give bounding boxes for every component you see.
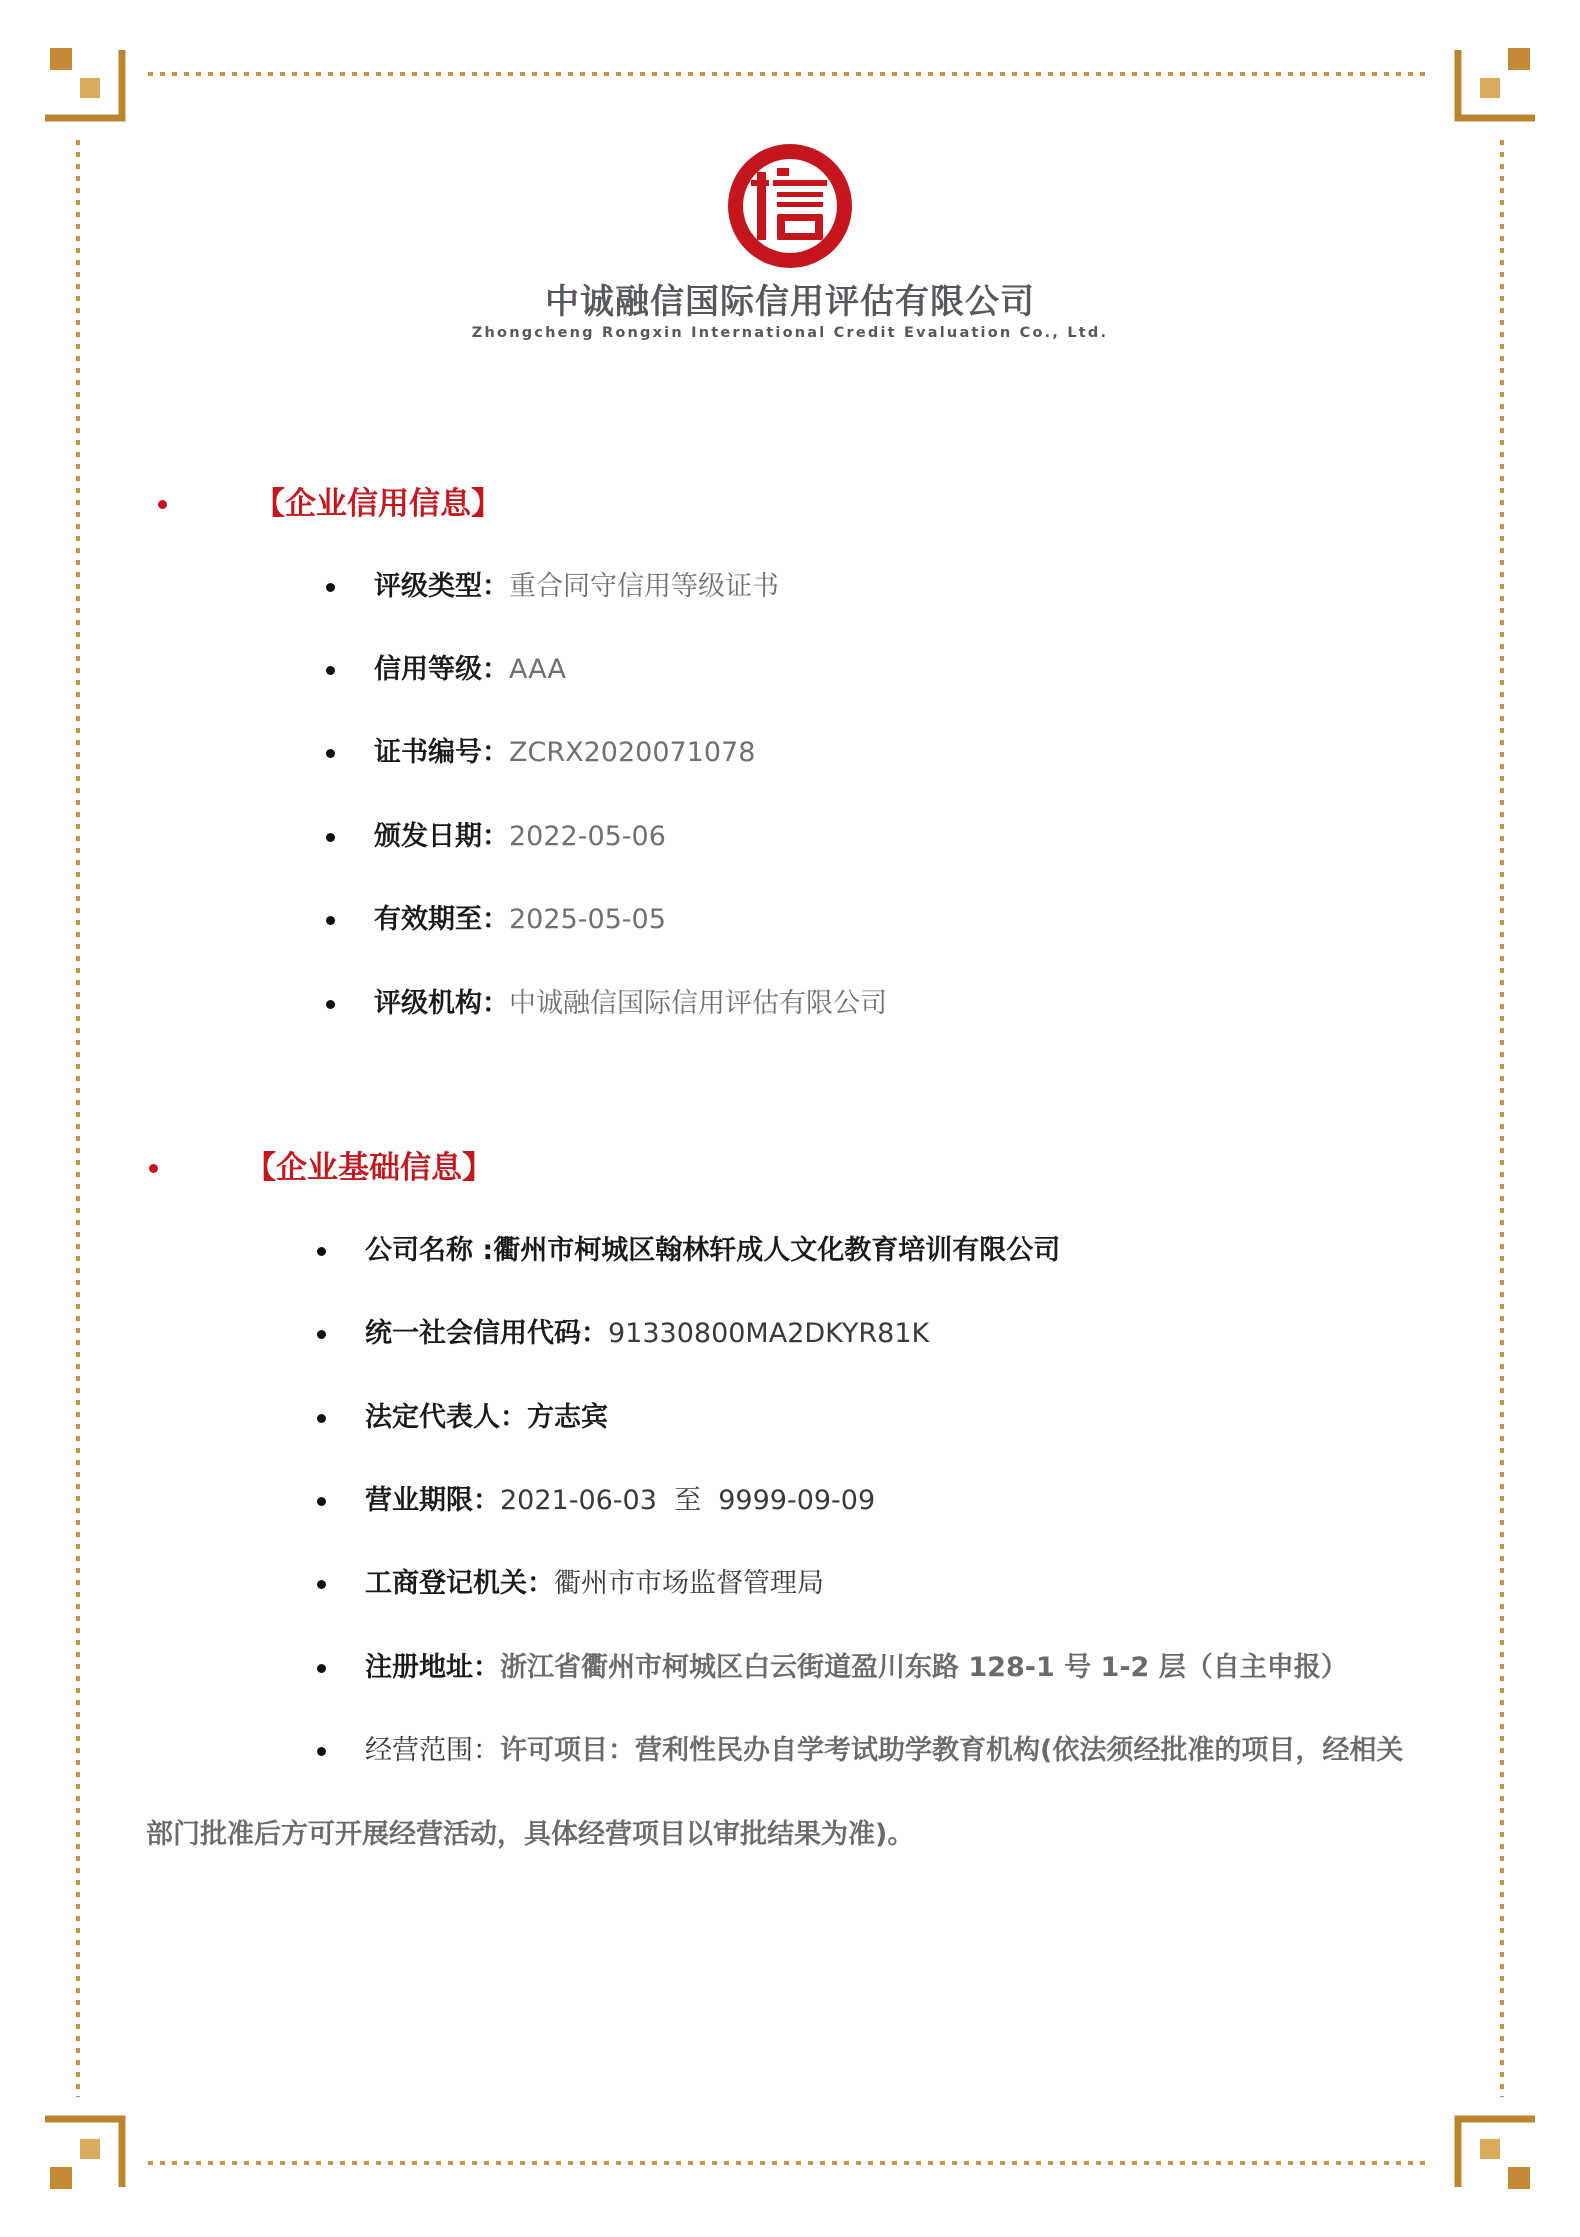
seal-icon: [711, 140, 869, 272]
field-value: 2021-06-03 至 9999-09-09: [500, 1485, 876, 1516]
bullet-icon: [158, 500, 167, 509]
bullet-icon: [149, 1164, 158, 1173]
bullet-icon: [326, 1000, 335, 1009]
bullet-icon: [326, 833, 335, 842]
field-label: 公司名称 :: [365, 1235, 494, 1266]
business-scope-continuation: 部门批准后方可开展经营活动，具体经营项目以审批结果为准)。: [146, 1819, 915, 1850]
field-label: 统一社会信用代码：: [365, 1318, 608, 1349]
field-value: 2025-05-05: [509, 904, 666, 935]
field-value: AAA: [509, 654, 566, 685]
field-label: 证书编号：: [374, 737, 509, 768]
company-name-en: Zhongcheng Rongxin International Credit Evaluation Co., Ltd.: [471, 325, 1109, 341]
bullet-icon: [317, 1414, 326, 1423]
bullet-icon: [326, 916, 335, 925]
field-label: 颁发日期：: [374, 821, 509, 852]
bullet-icon: [317, 1747, 326, 1756]
field-label: 工商登记机关：: [365, 1568, 554, 1599]
field-value: 2022-05-06: [509, 821, 666, 852]
field-label: 评级类型：: [374, 571, 509, 602]
bullet-icon: [326, 749, 335, 758]
section-title: 【企业信用信息】: [254, 486, 502, 522]
company-name-cn: 中诚融信国际信用评估有限公司: [545, 282, 1035, 322]
field-value: 重合同守信用等级证书: [509, 571, 779, 602]
bullet-icon: [317, 1247, 326, 1256]
bullet-icon: [326, 666, 335, 675]
field-value: 方志宾: [527, 1402, 608, 1433]
field-label: 评级机构：: [374, 988, 509, 1019]
field-value: 91330800MA2DKYR81K: [608, 1318, 930, 1349]
field-value: 浙江省衢州市柯城区白云街道盈川东路 128-1 号 1-2 层（自主申报）: [500, 1652, 1348, 1683]
field-value: ZCRX2020071078: [509, 737, 756, 768]
bullet-icon: [317, 1580, 326, 1589]
section-title: 【企业基础信息】: [245, 1150, 493, 1186]
bullet-icon: [317, 1497, 326, 1506]
field-label: 有效期至：: [374, 904, 509, 935]
field-label: 经营范围：: [365, 1735, 500, 1766]
field-label: 法定代表人：: [365, 1402, 527, 1433]
field-value: 衢州市柯城区翰林轩成人文化教育培训有限公司: [493, 1235, 1061, 1266]
field-value: 衢州市市场监督管理局: [554, 1568, 824, 1599]
field-value: 中诚融信国际信用评估有限公司: [509, 988, 887, 1019]
bullet-icon: [317, 1664, 326, 1673]
field-label: 注册地址：: [365, 1652, 500, 1683]
company-logo: [0, 140, 1580, 342]
field-value: 许可项目：营利性民办自学考试助学教育机构(依法须经批准的项目，经相关: [500, 1735, 1404, 1766]
field-label: 营业期限：: [365, 1485, 500, 1516]
bullet-icon: [317, 1330, 326, 1339]
field-label: 信用等级：: [374, 654, 509, 685]
bullet-icon: [326, 583, 335, 592]
